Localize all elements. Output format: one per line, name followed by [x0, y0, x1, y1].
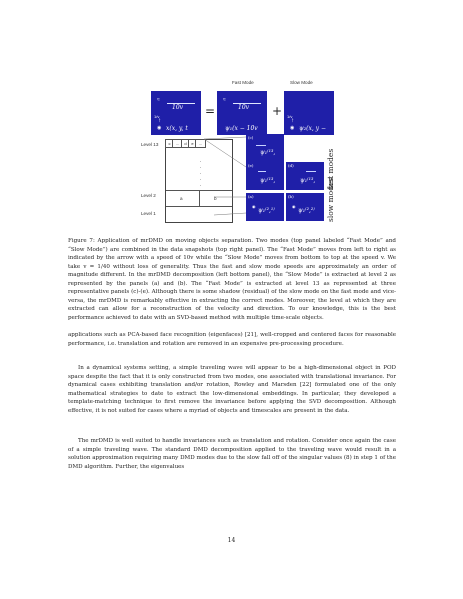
slow-modes-side-label: slow modes	[326, 177, 335, 222]
figure-caption: Figure 7: Application of mrDMD on moving objects separation. Two modes (top panel labeled “Fast Mode” and “Slow Mode”) are combined in the data snapshots (top right panel). The “Fast Mode” moves from left to right as indicated by the arrow with a speed of 10v while the “Slow Mode” moves from bottom to top at the speed v. We take v = 1/40 without loss of generality. Thus the fast and slow mode speeds are approximately an order of magnitude different. In the mrDMD decomposition (left bottom panel), the “Slow Mode” is extracted at level 2 as represented by the panels (a) and (b). The “Fast Mode” is extracted at level 13 as represented at three representative panels (c)-(e). Although there is some shadow (residual) of the slow mode on the fast mode and vice-versa, the mrDMD is remarkably effective in extracting the correct modes. Moreover, the level at which they are extracted can allow for a reconstruction of the velocity and direction. To our knowledge, this is the best performance achieved to date with an SVD-based method with multiple time-scale objects.	[68, 238, 396, 321]
level-1-label: Level 1	[141, 211, 156, 216]
panel-c-tag: (c)	[248, 135, 254, 140]
panel-d-tag: (d)	[288, 163, 294, 168]
snapshot-panel	[151, 91, 201, 135]
panel-b-label: ψ₁⁽²,²⁾	[298, 207, 315, 214]
slow-mode-label: Slow Mode	[290, 80, 313, 85]
slow-object-marker: ◉	[157, 125, 162, 131]
panel-a-tag: (a)	[248, 194, 254, 199]
panel-c	[246, 134, 284, 162]
fast-mode-speed: 10v	[238, 104, 250, 111]
connector-lines	[200, 135, 252, 225]
panel-c-streak	[256, 145, 266, 146]
slow-arrow-label: 1/v	[154, 114, 160, 119]
page-number: 14	[227, 537, 236, 544]
fast-modes-side-label: fast modes	[326, 148, 335, 190]
fast-speed-label: 10v	[172, 104, 184, 111]
fast-mode-marker: ≈	[223, 97, 226, 103]
body-paragraph: In a dynamical systems setting, a simple traveling wave will appear to be a high-dimensional object in POD space despite the fact that it is only constructed from two modes, one associated with translational invariance. For dynamical cases exhibiting translation and/or rotation, Rowley and Marsden [22] formulated one of the only mathematical strategies to date to extract the low-dimensional embeddings. In particular, they developed a template-matching technique to first remove the invariance before applying the SVD decomposition. Although effective, it is not suited for cases where a myriad of objects and timescales are present in the data.	[68, 365, 396, 414]
slow-mode-panel	[284, 91, 334, 135]
level-13-label: Level 13	[141, 142, 159, 147]
slow-mode-arrow-label: 1/v	[287, 114, 293, 119]
panel-d	[286, 162, 324, 190]
body-paragraph: applications such as PCA-based face recognition (eigenfaces) [21], well-cropped and centered faces for reasonable performance, i.e. translation and rotation are removed in an expensive pre-processing procedure.	[68, 332, 396, 347]
equals-sign: =	[205, 104, 216, 118]
level-13-cell: e	[188, 139, 197, 148]
level-2-cell-a: a	[180, 196, 183, 201]
fast-mode-panel	[217, 91, 267, 135]
level-13-cell: c	[165, 139, 174, 148]
panel-a-object: ◉	[252, 204, 256, 209]
panel-b	[286, 193, 324, 221]
panel-b-tag: (b)	[288, 194, 294, 199]
slow-mode-field: ψ₂(x, y −	[299, 125, 326, 132]
panel-e-label: ψ₁⁽¹³,	[260, 177, 276, 184]
body-paragraph: The mrDMD is well suited to handle invariances such as translation and rotation. Consider once again the case of a simple traveling wave. The standard DMD decomposition applied to the traveling wave would result in a solution approximation requiring many DMD modes due to the slow fall off of the singular values (8) in step 1 of the DMD algorithm. Further, the eigenvalues	[68, 438, 396, 470]
level-2-label: Level 2	[141, 193, 156, 198]
panel-e-tag: (e)	[248, 163, 254, 168]
panel-a-label: ψ₁⁽²,¹⁾	[258, 207, 275, 214]
slow-mode-marker: ◉	[290, 125, 295, 131]
panel-b-object: ◉	[292, 204, 296, 209]
level-13-cell: …	[195, 139, 206, 148]
level-2-cell-b: b	[214, 196, 217, 201]
fast-mode-field: ψ₁(x − 10v	[225, 125, 258, 132]
vertical-ellipsis: . . . . .	[200, 158, 202, 188]
level-13-cell: d	[181, 139, 190, 148]
up-arrow-icon: ↑	[291, 118, 294, 124]
fast-mode-label: Fast Mode	[232, 80, 254, 85]
panel-c-label: ψ₁⁽¹³,	[260, 149, 276, 156]
panel-d-label: ψ₁⁽¹³,	[300, 177, 316, 184]
panel-d-streak	[306, 171, 316, 172]
fast-object-marker: ≈	[157, 97, 160, 103]
snapshot-field-label: x(x, y, t	[166, 125, 188, 132]
up-arrow-icon: ↑	[158, 118, 161, 124]
level-13-cell: …	[172, 139, 183, 148]
panel-e-streak	[258, 171, 266, 172]
panel-a	[246, 193, 284, 221]
panel-e	[246, 162, 284, 190]
plus-sign: +	[272, 104, 283, 118]
